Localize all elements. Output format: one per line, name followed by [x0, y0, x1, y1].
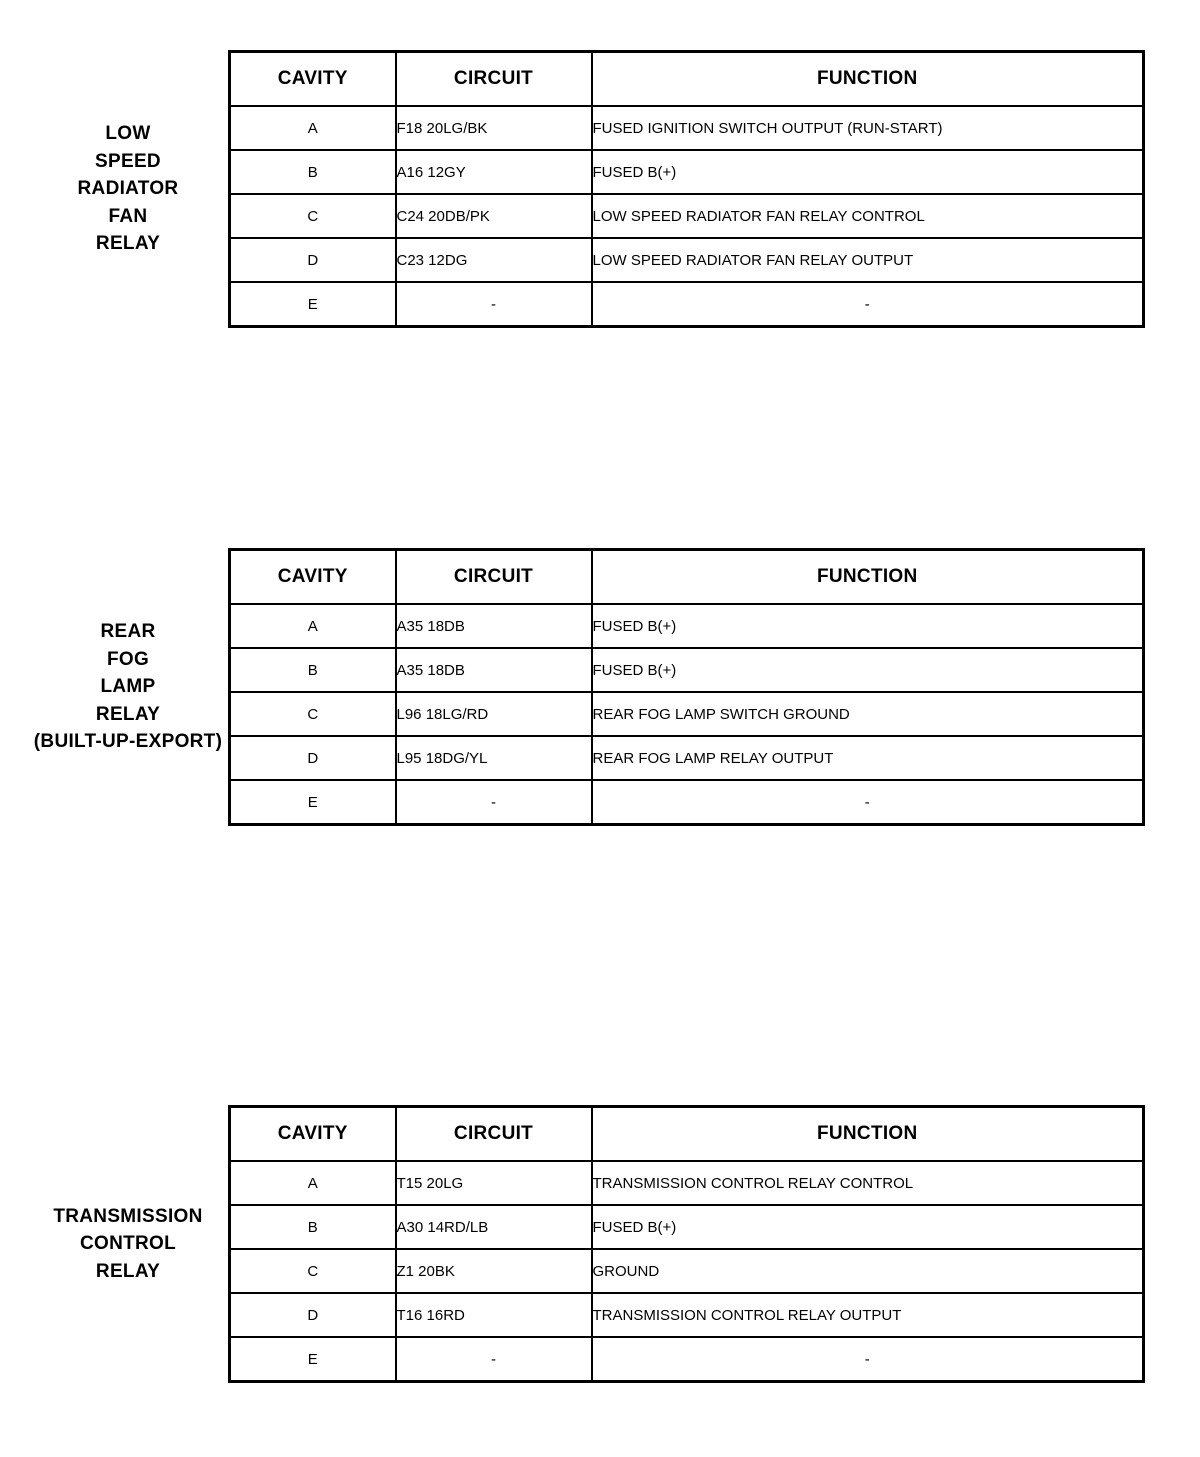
- table-row: [230, 106, 1144, 150]
- cell-function: FUSED B(+): [592, 150, 1144, 194]
- table-row: [230, 1337, 1144, 1382]
- table-row: [230, 692, 1144, 736]
- cell-circuit: L95 18DG/YL: [396, 736, 592, 780]
- cell-circuit: A16 12GY: [396, 150, 592, 194]
- cell-cavity: A: [230, 106, 396, 150]
- cell-circuit: -: [396, 1337, 592, 1382]
- table-row: [230, 604, 1144, 648]
- column-header-function: FUNCTION: [592, 52, 1144, 107]
- table-header-row: [230, 52, 1144, 107]
- relay-label-line: FAN: [108, 205, 148, 227]
- cell-circuit: L96 18LG/RD: [396, 692, 592, 736]
- relay-label-line: TRANSMISSION: [53, 1205, 203, 1227]
- table-row: [230, 150, 1144, 194]
- cell-function: -: [592, 780, 1144, 825]
- cell-cavity: A: [230, 604, 396, 648]
- relay-table: [228, 50, 1145, 328]
- table-row: [230, 780, 1144, 825]
- table-row: [230, 1249, 1144, 1293]
- relay-label-line: SPEED: [95, 150, 161, 172]
- cell-function: TRANSMISSION CONTROL RELAY OUTPUT: [592, 1293, 1144, 1337]
- cell-circuit: F18 20LG/BK: [396, 106, 592, 150]
- cell-function: GROUND: [592, 1249, 1144, 1293]
- table-row: [230, 238, 1144, 282]
- cell-function: REAR FOG LAMP RELAY OUTPUT: [592, 736, 1144, 780]
- column-header-cavity: CAVITY: [230, 550, 396, 605]
- relay-label-line: (BUILT-UP-EXPORT): [33, 731, 223, 753]
- cell-cavity: C: [230, 194, 396, 238]
- cell-function: -: [592, 282, 1144, 327]
- relay-table: [228, 548, 1145, 826]
- relay-block-transmission-control: [28, 1105, 1145, 1383]
- cell-function: LOW SPEED RADIATOR FAN RELAY OUTPUT: [592, 238, 1144, 282]
- cell-function: TRANSMISSION CONTROL RELAY CONTROL: [592, 1161, 1144, 1205]
- relay-label-line: FOG: [106, 648, 150, 670]
- column-header-cavity: CAVITY: [230, 52, 396, 107]
- relay-block-low-speed-radiator-fan: [28, 50, 1145, 328]
- cell-function: FUSED B(+): [592, 1205, 1144, 1249]
- cell-function: REAR FOG LAMP SWITCH GROUND: [592, 692, 1144, 736]
- cell-cavity: D: [230, 238, 396, 282]
- cell-function: LOW SPEED RADIATOR FAN RELAY CONTROL: [592, 194, 1144, 238]
- table-header-row: [230, 550, 1144, 605]
- column-header-circuit: CIRCUIT: [396, 550, 592, 605]
- cell-function: -: [592, 1337, 1144, 1382]
- cell-cavity: B: [230, 1205, 396, 1249]
- relay-table: [228, 1105, 1145, 1383]
- column-header-function: FUNCTION: [592, 550, 1144, 605]
- cell-cavity: B: [230, 648, 396, 692]
- table-row: [230, 194, 1144, 238]
- cell-cavity: C: [230, 1249, 396, 1293]
- relay-label-line: LOW: [105, 123, 151, 145]
- cell-function: FUSED B(+): [592, 648, 1144, 692]
- cell-circuit: T15 20LG: [396, 1161, 592, 1205]
- table-row: [230, 736, 1144, 780]
- cell-cavity: E: [230, 282, 396, 327]
- table-row: [230, 1293, 1144, 1337]
- cell-function: FUSED B(+): [592, 604, 1144, 648]
- relay-label-line: RADIATOR: [77, 178, 179, 200]
- cell-cavity: E: [230, 1337, 396, 1382]
- relay-label-low-speed-radiator-fan: [28, 120, 228, 258]
- cell-circuit: T16 16RD: [396, 1293, 592, 1337]
- cell-circuit: A35 18DB: [396, 604, 592, 648]
- cell-circuit: -: [396, 780, 592, 825]
- cell-circuit: Z1 20BK: [396, 1249, 592, 1293]
- relay-label-line: REAR: [100, 621, 156, 643]
- cell-circuit: -: [396, 282, 592, 327]
- relay-label-line: LAMP: [100, 676, 156, 698]
- cell-cavity: A: [230, 1161, 396, 1205]
- relay-label-line: RELAY: [95, 1260, 161, 1282]
- relay-label-line: CONTROL: [79, 1233, 177, 1255]
- cell-circuit: A30 14RD/LB: [396, 1205, 592, 1249]
- cell-circuit: C23 12DG: [396, 238, 592, 282]
- table-row: [230, 1205, 1144, 1249]
- relay-label-transmission-control: [28, 1203, 228, 1286]
- table-row: [230, 282, 1144, 327]
- cell-cavity: B: [230, 150, 396, 194]
- relay-label-rear-fog-lamp: [28, 618, 228, 756]
- relay-block-rear-fog-lamp: [28, 548, 1145, 826]
- cell-function: FUSED IGNITION SWITCH OUTPUT (RUN-START): [592, 106, 1144, 150]
- table-row: [230, 648, 1144, 692]
- column-header-function: FUNCTION: [592, 1107, 1144, 1162]
- column-header-cavity: CAVITY: [230, 1107, 396, 1162]
- cell-cavity: D: [230, 1293, 396, 1337]
- cell-circuit: C24 20DB/PK: [396, 194, 592, 238]
- cell-cavity: E: [230, 780, 396, 825]
- column-header-circuit: CIRCUIT: [396, 52, 592, 107]
- cell-cavity: C: [230, 692, 396, 736]
- cell-cavity: D: [230, 736, 396, 780]
- column-header-circuit: CIRCUIT: [396, 1107, 592, 1162]
- table-row: [230, 1161, 1144, 1205]
- relay-label-line: RELAY: [95, 233, 161, 255]
- cell-circuit: A35 18DB: [396, 648, 592, 692]
- relay-label-line: RELAY: [95, 703, 161, 725]
- table-header-row: [230, 1107, 1144, 1162]
